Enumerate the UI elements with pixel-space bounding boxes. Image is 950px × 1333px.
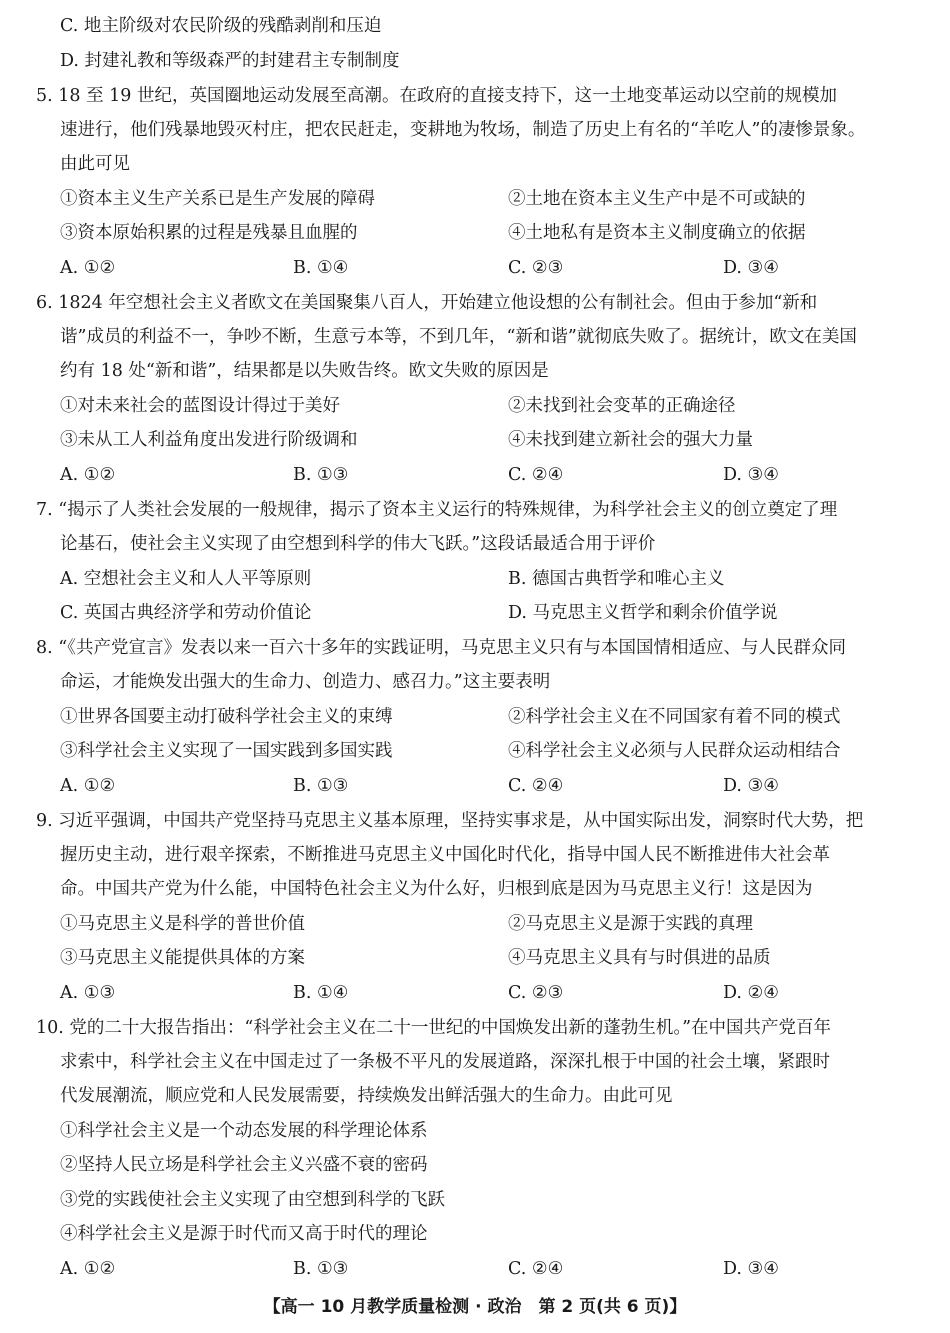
choice-b: B. 德国古典哲学和唯心主义 [508,569,725,589]
question-stem: 由此可见 [60,154,130,174]
question-stem: 论基石，使社会主义实现了由空想到科学的伟大飞跃。”这段话最适合用于评价 [60,534,656,554]
page-footer: 【高一 10 月教学质量检测 · 政治 第 2 页(共 6 页)】 [263,1297,687,1317]
statement-item: ③党的实践使社会主义实现了由空想到科学的飞跃 [60,1190,445,1210]
choice-c: C. ②③ [508,983,564,1003]
question-stem: 约有 18 处“新和谐”，结果都是以失败告终。欧文失败的原因是 [60,361,549,381]
statement-item: ③科学社会主义实现了一国实践到多国实践 [60,741,393,761]
statement-item: ②坚持人民立场是科学社会主义兴盛不衰的密码 [60,1155,428,1175]
choice-c: C. ②④ [508,776,564,796]
statement-item: ①马克思主义是科学的普世价值 [60,914,305,934]
choice-c: C. ②④ [508,1259,564,1279]
statement-item: ②未找到社会变革的正确途径 [508,396,736,416]
statement-item: ①资本主义生产关系已是生产发展的障碍 [60,189,375,209]
question-stem: 求索中，科学社会主义在中国走过了一条极不平凡的发展道路，深深扎根于中国的社会土壤，紧跟时 [60,1052,830,1072]
statement-item: ④科学社会主义必须与人民群众运动相结合 [508,741,841,761]
question-stem: 6. 1824 年空想社会主义者欧文在美国聚集八百人，开始建立他设想的公有制社会。但由于参加“新和 [36,293,818,313]
option-d: D. 封建礼教和等级森严的封建君主专制制度 [60,51,400,71]
choice-b: B. ①④ [293,258,349,278]
choice-d: D. ②④ [723,983,779,1003]
statement-item: ④土地私有是资本主义制度确立的依据 [508,223,806,243]
question-stem: 速进行，他们残暴地毁灭村庄，把农民赶走，变耕地为牧场，制造了历史上有名的“羊吃人”的凄惨景象。 [60,120,866,140]
question-stem: 10. 党的二十大报告指出：“科学社会主义在二十一世纪的中国焕发出新的蓬勃生机。”在中国共产党百年 [36,1018,832,1038]
choice-b: B. ①④ [293,983,349,1003]
choice-d: D. ③④ [723,258,779,278]
question-stem: 握历史主动，进行艰辛探索，不断推进马克思主义中国化时代化，指导中国人民不断推进伟大社会革 [60,845,830,865]
question-stem: 命运，才能焕发出强大的生命力、创造力、感召力。”这主要表明 [60,672,551,692]
statement-item: ②土地在资本主义生产中是不可或缺的 [508,189,806,209]
choice-d: D. 马克思主义哲学和剩余价值学说 [508,603,778,623]
statement-item: ①科学社会主义是一个动态发展的科学理论体系 [60,1121,428,1141]
question-stem: 谐”成员的利益不一，争吵不断，生意亏本等，不到几年，“新和谐”就彻底失败了。据统计，欧文在美国 [60,327,857,347]
choice-c: C. 英国古典经济学和劳动价值论 [60,603,312,623]
choice-c: C. ②④ [508,465,564,485]
choice-a: A. 空想社会主义和人人平等原则 [60,569,312,589]
statement-item: ④马克思主义具有与时俱进的品质 [508,948,771,968]
statement-item: ④科学社会主义是源于时代而又高于时代的理论 [60,1224,428,1244]
choice-b: B. ①③ [293,465,349,485]
question-stem: 8. “《共产党宣言》发表以来一百六十多年的实践证明，马克思主义只有与本国国情相适应、与人民群众同 [36,638,846,658]
question-stem: 7. “揭示了人类社会发展的一般规律，揭示了资本主义运行的特殊规律，为科学社会主义的创立奠定了理 [36,500,838,520]
statement-item: ①世界各国要主动打破科学社会主义的束缚 [60,707,393,727]
statement-item: ③马克思主义能提供具体的方案 [60,948,305,968]
option-c: C. 地主阶级对农民阶级的残酷剥削和压迫 [60,16,382,36]
statement-item: ①对未来社会的蓝图设计得过于美好 [60,396,340,416]
statement-item: ②马克思主义是源于实践的真理 [508,914,753,934]
choice-c: C. ②③ [508,258,564,278]
question-stem: 5. 18 至 19 世纪，英国圈地运动发展至高潮。在政府的直接支持下，这一土地变革运动以空前的规模加 [36,86,837,106]
statement-item: ②科学社会主义在不同国家有着不同的模式 [508,707,841,727]
choice-d: D. ③④ [723,465,779,485]
choice-a: A. ①② [60,1259,116,1279]
choice-a: A. ①② [60,465,116,485]
statement-item: ③未从工人利益角度出发进行阶级调和 [60,430,358,450]
choice-d: D. ③④ [723,776,779,796]
option-row [0,9,950,43]
question-stem: 命。中国共产党为什么能，中国特色社会主义为什么好，归根到底是因为马克思主义行！这是因为 [60,879,813,899]
statement-item: ③资本原始积累的过程是残暴且血腥的 [60,223,358,243]
choice-a: A. ①③ [60,983,116,1003]
question-stem: 代发展潮流，顺应党和人民发展需要，持续焕发出鲜活强大的生命力。由此可见 [60,1086,673,1106]
question-stem: 9. 习近平强调，中国共产党坚持马克思主义基本原理，坚持实事求是，从中国实际出发，洞察时代大势，把 [36,811,864,831]
option-row [0,44,950,78]
choice-a: A. ①② [60,776,116,796]
statement-item: ④未找到建立新社会的强大力量 [508,430,753,450]
choice-d: D. ③④ [723,1259,779,1279]
choice-a: A. ①② [60,258,116,278]
choice-b: B. ①③ [293,776,349,796]
choice-b: B. ①③ [293,1259,349,1279]
